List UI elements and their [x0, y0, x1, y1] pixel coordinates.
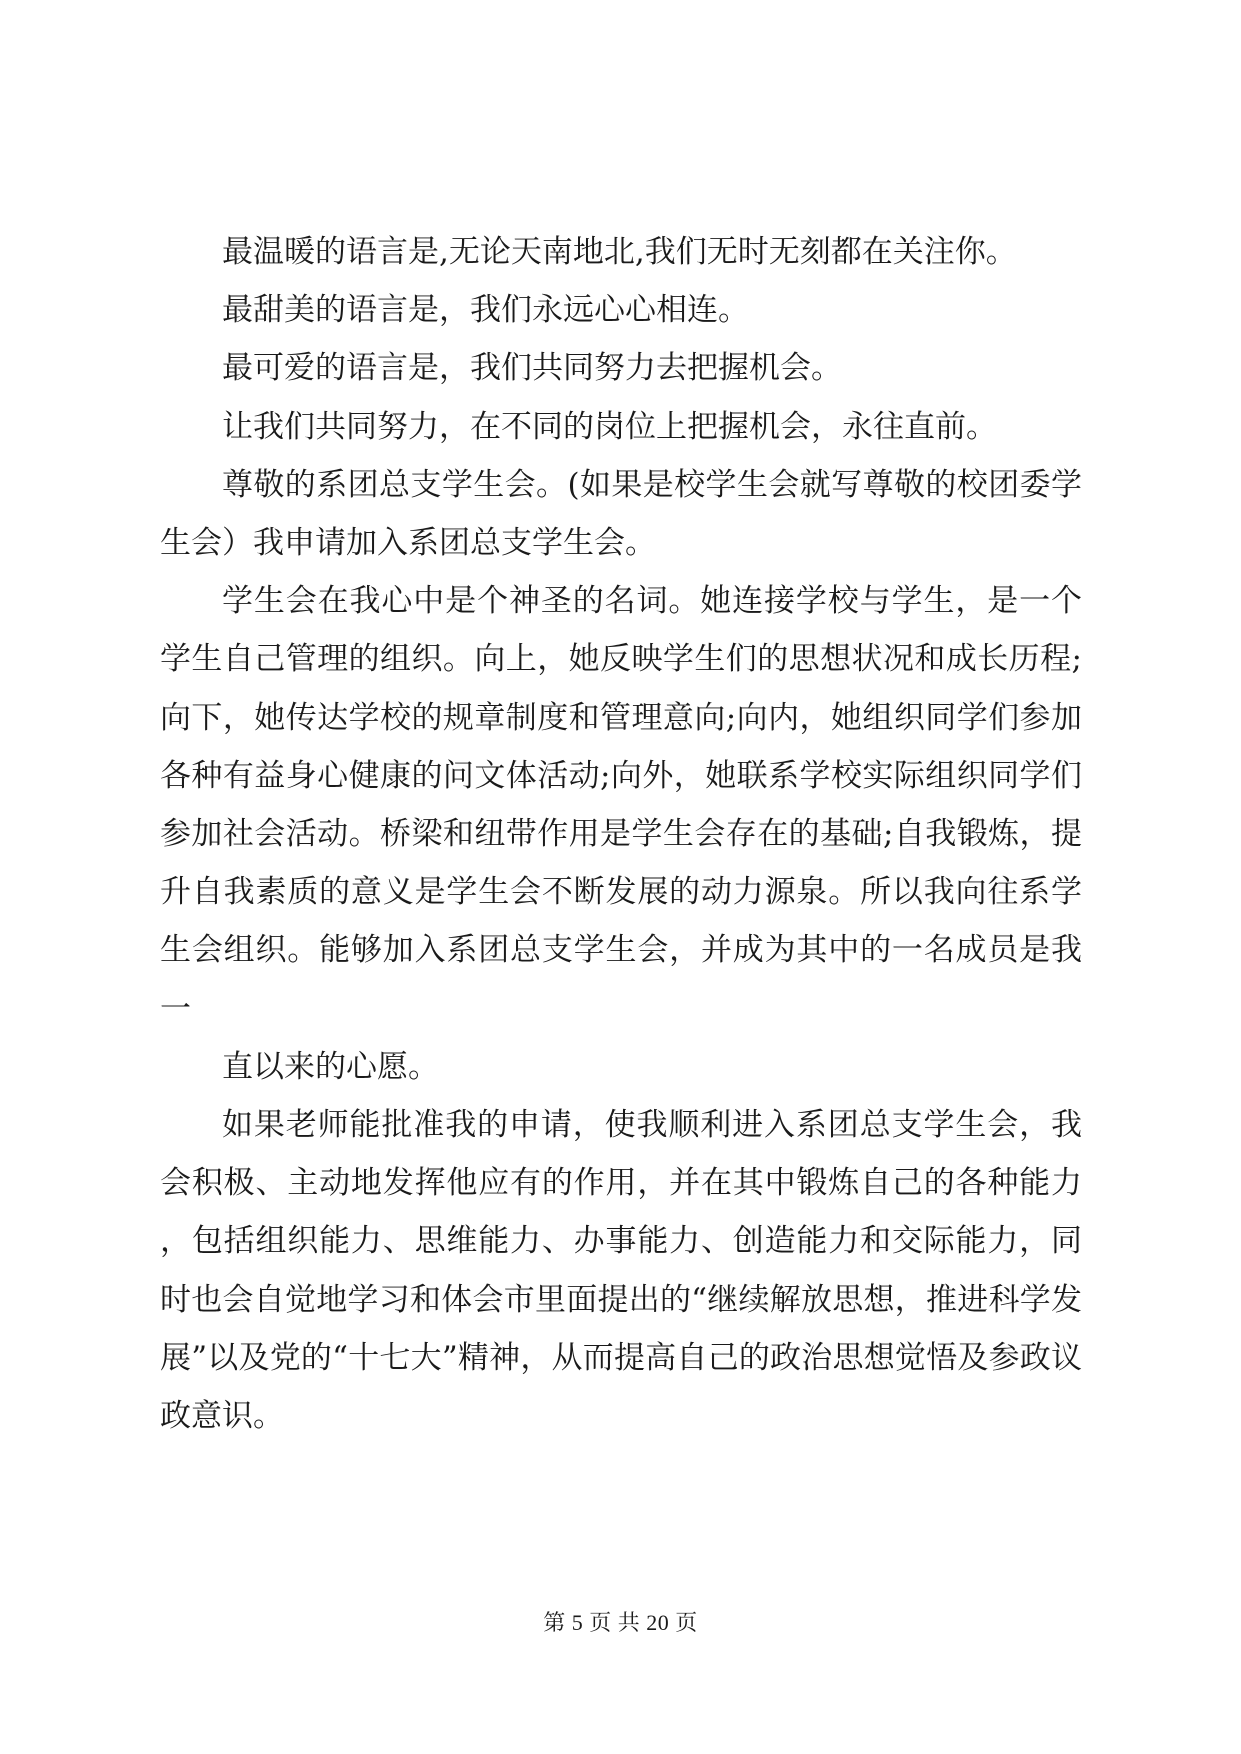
paragraph: 最可爱的语言是，我们共同努力去把握机会。: [222, 350, 842, 387]
paragraph: 直以来的心愿。: [222, 1048, 439, 1085]
paragraph: 最甜美的语言是，我们永远心心相连。: [222, 292, 749, 329]
paragraph: 最温暖的语言是,无论天南地北,我们无时无刻都在关注你。: [222, 234, 1017, 270]
document-body: [160, 223, 1082, 1445]
paragraph: 尊敬的系团总支学生会。(如果是校学生会就写尊敬的校团委学生会）我申请加入系团总支学生会。: [160, 466, 1082, 562]
paragraph: 让我们共同努力，在不同的岗位上把握机会，永往直前。: [222, 408, 997, 445]
paragraph: 学生会在我心中是个神圣的名词。她连接学校与学生，是一个学生自己管理的组织。向上，她反映学生们的思想状况和成长历程;向下，她传达学校的规章制度和管理意向;向内，她组织同学们参加各种有益身心健康的问文体活动;向外，她联系学校实际组织同学们参加社会活动。桥梁和纽带作用是学生会存在的基础;自我锻炼，提升自我素质的意义是学生会不断发展的动力源泉。所以我向往系学生会组织。能够加入系团总支学生会，并成为其中的一名成员是我一: [160, 583, 1082, 1027]
page-number-footer: 第 5 页 共 20 页: [543, 1610, 698, 1635]
paragraph: 如果老师能批准我的申请，使我顺利进入系团总支学生会，我会积极、主动地发挥他应有的作用，并在其中锻炼自己的各种能力，包括组织能力、思维能力、办事能力、创造能力和交际能力，同时也会自觉地学习和体会市里面提出的“继续解放思想，推进科学发展”以及党的“十七大”精神，从而提高自己的政治思想觉悟及参政议政意识。: [160, 1107, 1082, 1435]
